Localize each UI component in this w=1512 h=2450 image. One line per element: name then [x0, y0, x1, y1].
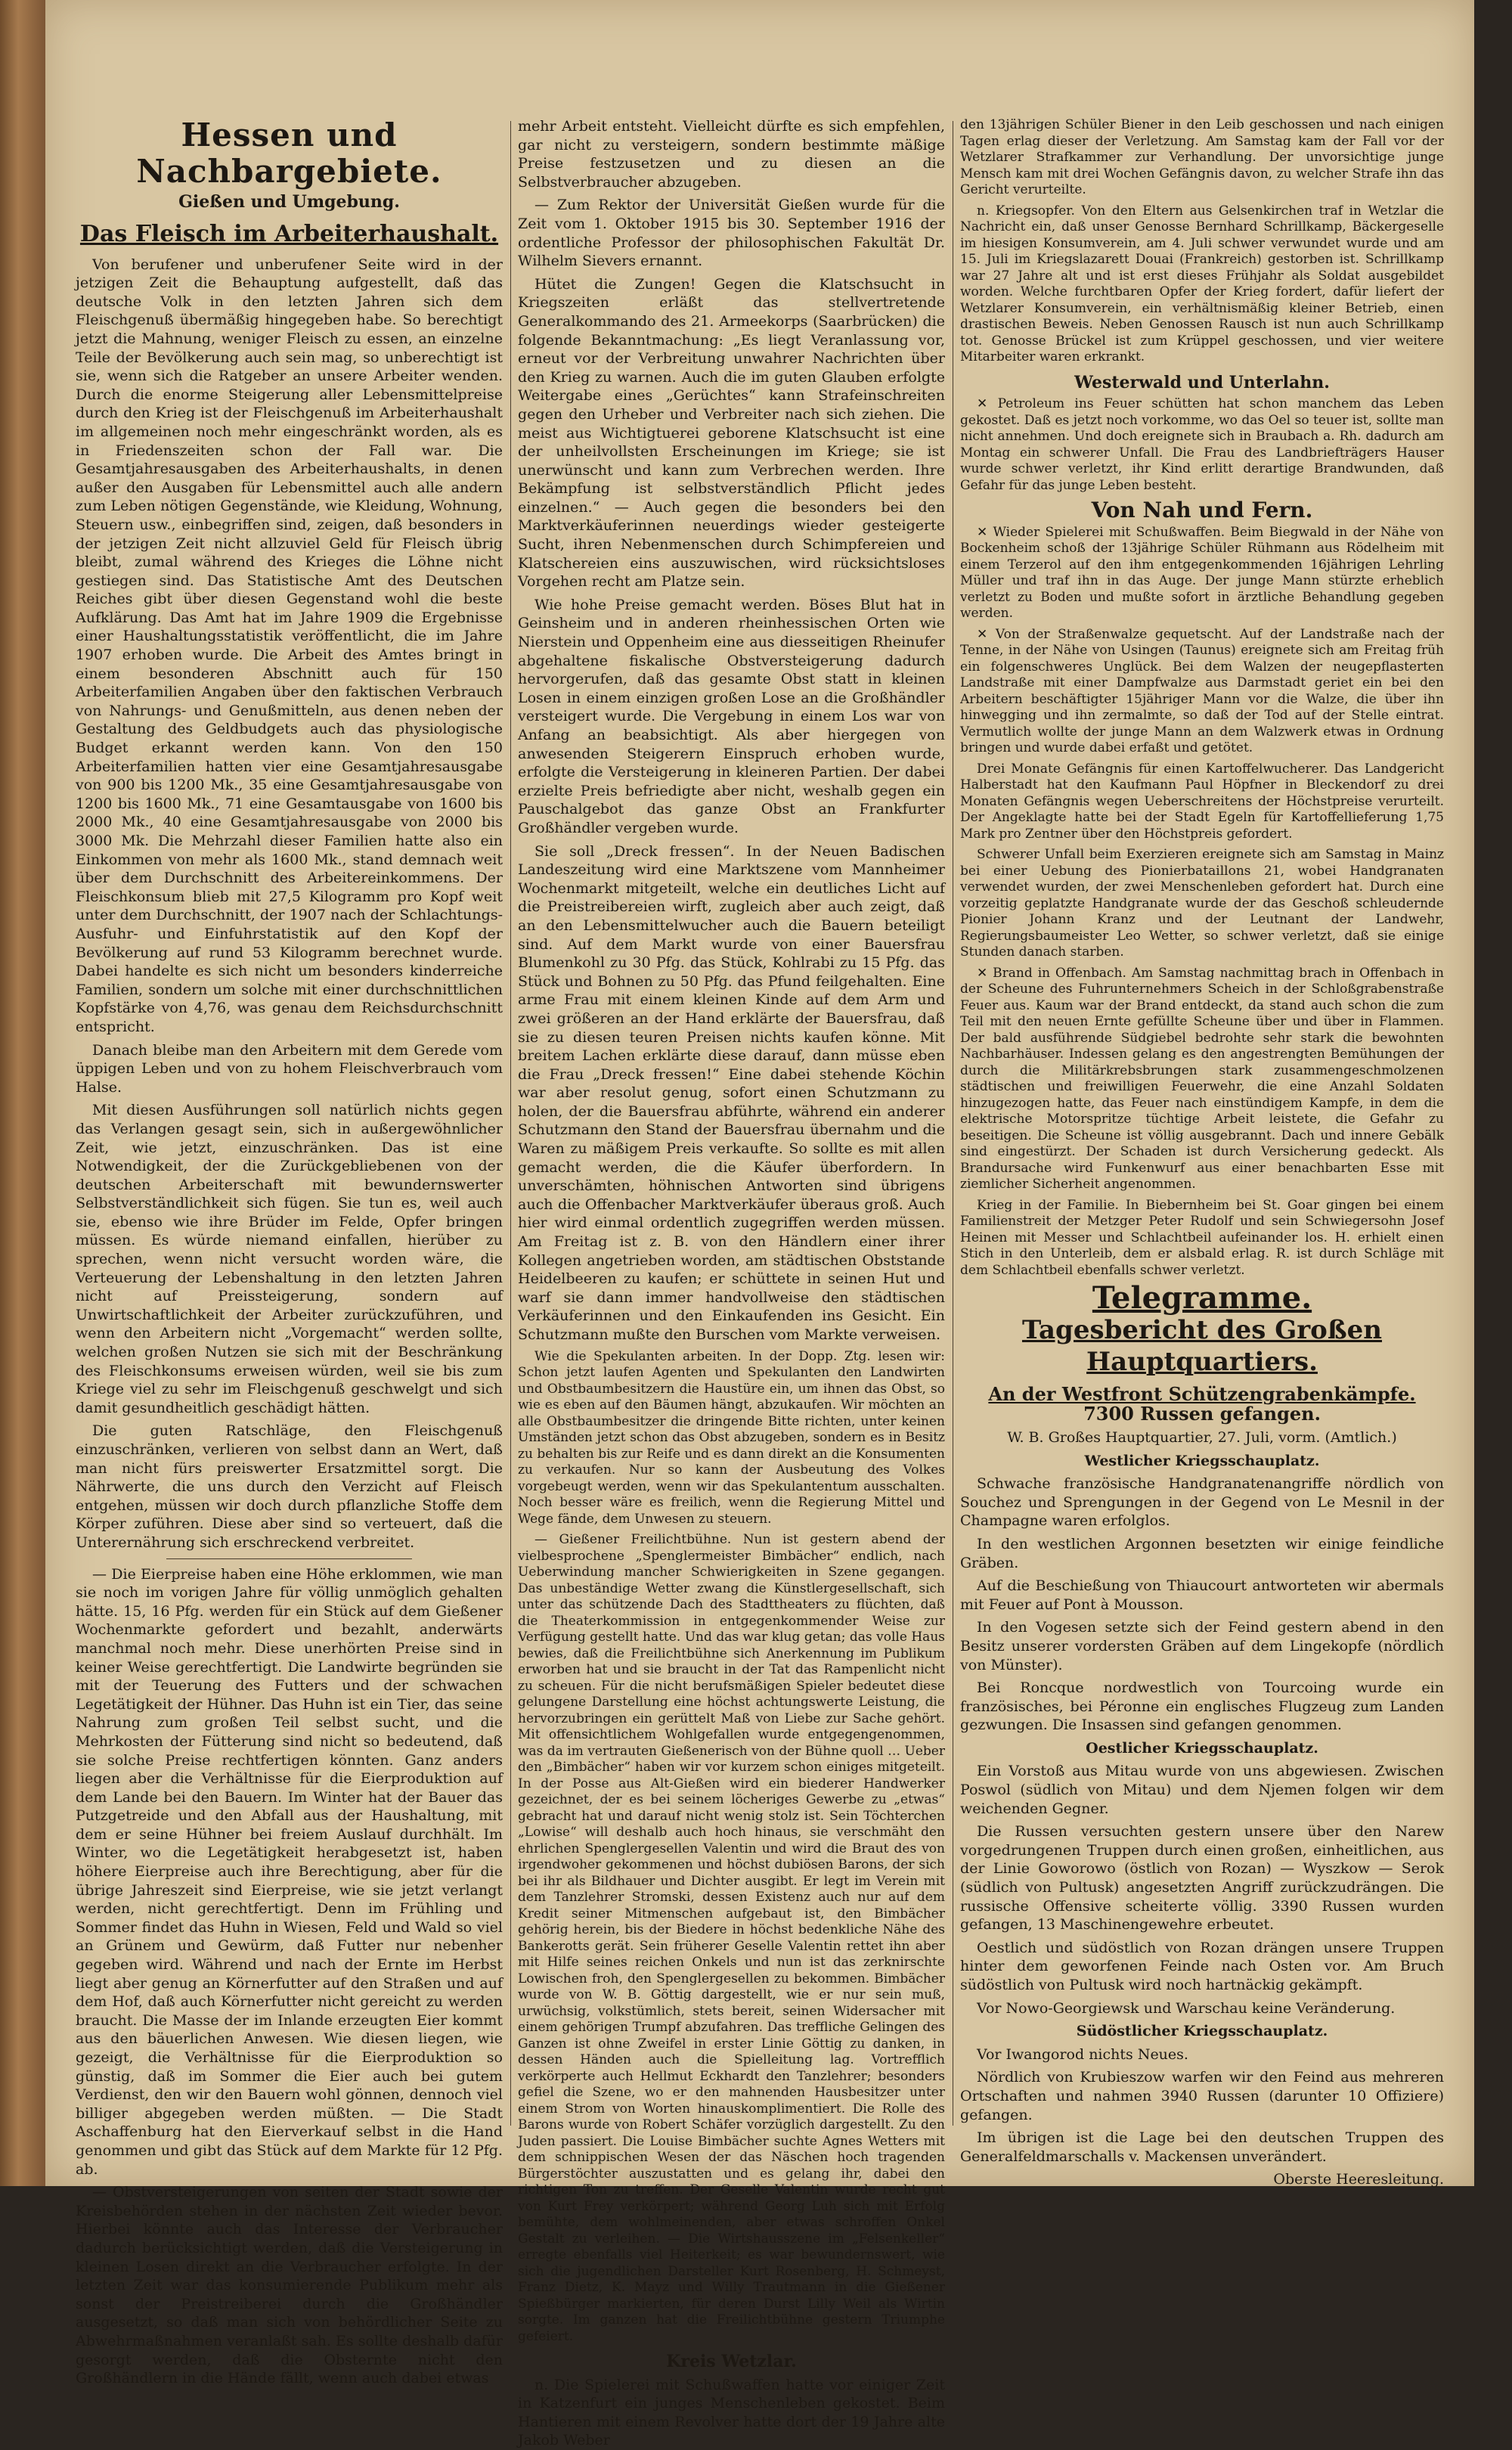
- news-paragraph: Wie die Spekulanten arbeiten. In der Dopp. Ztg. lesen wir: Schon jetzt laufen Agenten und Spekulanten den Landwirten und Obstbaumbesitzern die Haustüre ein, um ihnen das Obst, so wie es eben auf den Bäumen hängt, abzukaufen. Wir möchten an alle Obstbaumbesitzer die dringende Bitte richten, unter keinen Umständen jetzt schon das Obst abzugeben, sondern es in Besitz zu behalten bis zur Reife und es dann direkt an die Konsumenten zu verkaufen. Nur so kann der Ausbeutung des Volkes vorgebeugt werden, wenn wir das Spekulantentum ausschalten. Noch besser wäre es freilich, wenn die Regierung Mittel und Wege fände, dem Unwesen zu steuern.: [518, 1348, 945, 1527]
- column-rule: [510, 121, 511, 2126]
- telegram-title: Telegramme.: [1092, 1280, 1312, 1316]
- report-paragraph: Im übrigen ist die Lage bei den deutschen Truppen des Generalfeldmarschalls v. Mackensen unverändert.: [960, 2129, 1444, 2165]
- article-paragraph: Mit diesen Ausführungen soll natürlich nichts gegen das Verlangen gesagt sein, sich in außergewöhnlicher Zeit, wie jetzt, einzuschränken. Das ist eine Notwendigkeit, der die Zurückgebliebenen von der deutschen Arbeiterschaft mit bewundernswerter Selbstverständlichkeit sich fügen. Sie tun es, weil auch sie, ebenso wie ihre Brüder im Felde, Opfer bringen müssen. Es würde niemand einfallen, hierüber zu sprechen, wenn nicht versucht worden wäre, die Verteuerung der Lebenshaltung in den letzten Jahren nicht auf Preissteigerung, sondern auf Unwirtschaftlichkeit der Arbeiter zurückzuführen, und wenn den Arbeitern nicht „Vorgemacht“ werden sollte, welchen großen Nutzen sie sich mit der Beschränkung des Fleischkonsums erweisen würden, weil sie bis zum Kriege viel zu sehr im Fleischgenuß geschwelgt und sich damit gesundheitlich geschädigt hätten.: [76, 1102, 503, 1416]
- news-paragraph: Schwerer Unfall beim Exerzieren ereignete sich am Samstag in Mainz bei einer Uebung des Pionierbataillons 21, wobei Handgranaten verwendet wurden, der zwei Menschenleben gefordert hat. Durch eine vorzeitig geplatzte Handgranate wurde der das Geschoß schleudernde Pionier Johann Kranz und der Leutnant der Landwehr, Regierungsbaumeister Leo Wetter, so schwer verletzt, daß sie einige Stunden danach starben.: [960, 847, 1444, 960]
- article-paragraph: Von berufener und unberufener Seite wird in der jetzigen Zeit die Behauptung aufgestellt, daß das deutsche Volk in den letzten Jahren sich dem Fleischgenuß übermäßig hingegeben habe. So berechtigt jetzt die Mahnung, weniger Fleisch zu essen, an einzelne Teile der Bevölkerung auch sein mag, so unberechtigt ist sie, wenn sich die Ratgeber an unsere Arbeiter wenden. Durch die enorme Steigerung aller Lebensmittelpreise durch den Krieg ist der Fleischgenuß im Arbeiterhaushalt im allgemeinen noch mehr eingeschränkt worden, als es in Friedenszeiten schon der Fall war. Die Gesamtjahresausgaben des Arbeiterhaushalts, in denen außer den Ausgaben für Lebensmittel auch alle andern zum Leben nötigen Gegenstände, wie Kleidung, Wohnung, Steuern usw., einbegriffen sind, zeigen, daß besonders in der jetzigen Zeit nicht allzuviel Geld für Fleisch übrig bleibt, zumal während des Krieges die Löhne nicht gestiegen sind. Das Statistische Amt des Deutschen Reiches gibt über diesen Gegenstand wohl die beste Aufklärung. Das Amt hat im Jahre 1909 die Ergebnisse einer Haushaltungsstatistik veröffentlicht, die im Jahre 1907 erhoben wurde. Die Arbeit des Amtes bringt in einem besonderen Abschnitt auch für 150 Arbeiterfamilien Angaben über den faktischen Verbrauch von Nahrungs- und Genußmitteln, aus denen neben der Gestaltung des Geldbudgets auch das physiologische Budget erkannt werden kann. Von den 150 Arbeiterfamilien hatten vier eine Gesamtjahresausgabe von 900 bis 1200 Mk., 35 eine Gesamtjahresausgabe von 1200 bis 1600 Mk., 71 eine Gesamtausgabe von 1600 bis 2000 Mk., 40 eine Gesamtjahresausgabe von 2000 bis 3000 Mk. Die Mehrzahl dieser Familien hatte also ein Einkommen von mehr als 1600 Mk., stand demnach weit über dem Durchschnitt des Arbeitereinkommens. Der Fleischkonsum blieb mit 27,5 Kilogramm pro Kopf weit unter dem Durchschnitt, der 1907 nach der Schlachtungs-Ausfuhr- und Einfuhrstatistik auf den Kopf der Bevölkerung auf rund 53 Kilogramm berechnet wurde. Dabei handelte es sich nicht um besonders kinderreiche Familien, sondern um solche mit einer durchschnittlichen Kopfstärke von 4,76, was genau dem Reichsdurchschnitt entspricht.: [76, 256, 503, 1035]
- report-paragraph: Auf die Beschießung von Thiaucourt antworteten wir abermals mit Feuer auf Pont à Mousson.: [960, 1577, 1444, 1613]
- southeast-heading: Südöstlicher Kriegsschauplatz.: [1076, 2023, 1328, 2040]
- russen-headline: 7300 Russen gefangen.: [1083, 1403, 1321, 1425]
- news-paragraph: ✕ Brand in Offenbach. Am Samstag nachmittag brach in Offenbach in der Scheune des Fuhrunternehmers Scheich in der Schloßgrabenstraße Feuer aus. Kaum war der Brand entdeckt, da stand auch schon die zum Teil mit den neuen Ernte gefüllte Scheune über und über in Flammen. Der bald ausführende Südgiebel bedrohte sehr stark die bewohnten Nachbarhäuser. Indessen gelang es den angestrengten Bemühungen der durch die Militärkrebsbrungen stark zusammengeschmolzenen städtischen und freiwilligen Feuerwehr, die eine Anzahl Soldaten hinzugezogen hatte, das Feuer nach einstündigem Kampfe, in dem die elektrische Motorspritze tüchtige Arbeit leistete, die Gefahr zu beseitigen. Die Scheune ist völlig ausgebrannt. Dach und innere Gebälk sind eingestürzt. Der Schaden ist durch Versicherung gedeckt. Als Brandursache wird Funkenwurf aus einer benachbarten Esse mit ziemlicher Sicherheit angenommen.: [960, 965, 1444, 1192]
- tagesbericht-title: Tagesbericht des Großen Hauptquartiers.: [1021, 1314, 1383, 1377]
- column-3: [960, 117, 1444, 2188]
- east-heading: Oestlicher Kriegsschauplatz.: [1086, 1739, 1318, 1757]
- article-paragraph: Danach bleibe man den Arbeitern mit dem Gerede vom üppigen Leben und von zu hohem Fleischverbrauch vom Halse.: [76, 1041, 503, 1096]
- news-paragraph: ✕ Petroleum ins Feuer schütten hat schon manchem das Leben gekostet. Daß es jetzt noch vorkomme, wo das Oel so teuer ist, sollte man nicht annehmen. Und doch ereignete sich in Braubach a. Rh. dadurch am Montag ein schwerer Unfall. Die Frau des Landbriefträgers Hauser wurde schwer verletzt, ihr Kind erlitt derartige Brandwunden, daß Gefahr für das junge Leben besteht.: [960, 396, 1444, 493]
- report-paragraph: In den westlichen Argonnen besetzten wir einige feindliche Gräben.: [960, 1535, 1444, 1571]
- news-paragraph: n. Die Spielerei mit Schußwaffen hatte vor einiger Zeit in Katzenfurt ein junges Menschenleben gekostet. Beim Hantieren mit einem Revolver hatte dort der 19 Jahre alte Jakob Weber: [518, 2376, 945, 2449]
- news-paragraph: — Die Eierpreise haben eine Höhe erklommen, wie man sie noch im vorigen Jahre für völlig unmöglich gehalten hätte. 15, 16 Pfg. werden für ein Stück auf dem Gießener Wochenmarkte gefordert und bezahlt, anderwärts manchmal noch mehr. Diese unerhörten Preise sind in keiner Weise gerechtfertigt. Die Landwirte begründen sie mit der Teuerung des Futters und der schwachen Legetätigkeit der Hühner. Das Huhn ist ein Tier, das seine Nahrung zum großen Teil selbst sucht, und die Mehrkosten der Fütterung sind nicht so bedeutend, daß sie solche Preise rechtfertigen könnten. Ganz anders liegen aber die Verhältnisse für die Eierproduktion auf dem Lande bei den Bauern. Im Winter hat der Bauer das Putzgetreide und den Abfall aus der Haushaltung, mit dem er seine Hühner bei freiem Auslauf durchhält. Im Winter, wo die Legetätigkeit herabgesetzt ist, haben höhere Eierpreise auch ihre Berechtigung, aber für die übrige Jahreszeit sind Eierpreise, wie sie jetzt verlangt werden, nicht gerechtfertigt. Denn im Frühling und Sommer findet das Huhn in Wiesen, Feld und Wald so viel an Grünem und Gewürm, daß Futter nur nebenher gegeben wird. Während und nach der Ernte im Herbst liegt aber genug an Körnerfutter auf den Straßen und auf dem Hof, daß auch Körnerfutter nicht gereicht zu werden braucht. Die Masse der im Inlande erzeugten Eier kommt aus den bäuerlichen Anwesen. Wie diesen liegen, wie gezeigt, die Verhältnisse für die Eierproduktion so günstig, daß im Sommer die Eier auch bei gutem Verdienst, den wir den Bauern wohl gönnen, dennoch viel billiger abgegeben werden müßten. — Die Stadt Aschaffenburg hat den Eierverkauf selbst in die Hand genommen und gibt das Stück auf dem Markte für 12 Pfg. ab.: [76, 1565, 503, 2178]
- article-title: Das Fleisch im Arbeiterhaushalt.: [79, 220, 499, 247]
- news-paragraph: Hütet die Zungen! Gegen die Klatschsucht in Kriegszeiten erläßt das stellvertretende Generalkommando des 21. Armeekorps (Saarbrücken) die folgende Bekanntmachung: „Es liegt Veranlassung vor, erneut vor der Verbreitung unwahrer Nachrichten über den Krieg zu warnen. Auch die im guten Glauben erfolgte Weitergabe eines „Gerüchtes“ kann Strafeinschreiten gegen den Urheber und Verbreiter nach sich ziehen. Die meist aus Wichtigtuerei geborene Klatschsucht ist eine der unheilvollsten Erscheinungen im Kriege; sie ist unerwünscht und kann zum Verbrechen werden. Ihre Bekämpfung ist selbstverständlich Pflicht jedes einzelnen.“ — Auch gegen die besonders bei den Marktverkäuferinnen neuerdings wieder gesteigerte Sucht, ihren Nebenmenschen durch Schimpfereien und Klatschereien eins auszuwischen, wird rücksichtsloses Vorgehen recht am Platze sein.: [518, 275, 945, 591]
- section-title: Hessen und Nachbargebiete.: [136, 116, 442, 190]
- kreis-heading: Kreis Wetzlar.: [666, 2352, 797, 2372]
- news-paragraph: mehr Arbeit entsteht. Vielleicht dürfte es sich empfehlen, gar nicht zu versteigern, sondern bestimmte mäßige Preise festzusetzen und zu diesen an die Selbstverbraucher abzugeben.: [518, 118, 945, 191]
- news-paragraph: n. Kriegsopfer. Von den Eltern aus Gelsenkirchen traf in Wetzlar die Nachricht ein, daß unser Genosse Bernhard Schrillkamp, Bäckergeselle im hiesigen Konsumverein, am 4. Juli schwer verwundet wurde und am 15. Juli im Kriegslazarett Douai (Frankreich) gestorben ist. Schrillkamp war 27 Jahre alt und ist erst dieses Frühjahr als Soldat ausgebildet worden. Welche furchtbaren Opfer der Krieg fordert, dafür liefert der Wetzlarer Konsumverein, ein verhältnismäßig kleiner Betrieb, einen drastischen Beweis. Neben Genossen Rausch ist nun auch Schrillkamp tot. Genosse Brückel ist zum Krüppel geschossen, und vier weitere Mitarbeiter waren erkrankt.: [960, 203, 1444, 364]
- report-paragraph: Die Russen versuchten gestern unsere über den Narew vorgedrungenen Truppen durch einen großen, einheitlichen, aus der Linie Goworowo (östlich von Rozan) — Wyszkow — Serok (südlich von Pultusk) angesetzten Angriff zurückzudrängen. Die russische Offensive scheiterte völlig. 3390 Russen wurden gefangen, 13 Maschinengewehre erbeutet.: [960, 1823, 1444, 1934]
- news-paragraph: Krieg in der Familie. In Biebernheim bei St. Goar gingen bei einem Familienstreit der Metzger Peter Rudolf und sein Schwiegersohn Josef Heinen mit Messer und Schlachtbeil aufeinander los. H. erhielt einen Stich in den Unterleib, dem er alsbald erlag. R. ist durch Schläge mit dem Schlachtbeil ebenfalls schwer verletzt.: [960, 1197, 1444, 1278]
- column-1: [76, 116, 503, 2387]
- report-paragraph: Vor Iwangorod nichts Neues.: [977, 2045, 1188, 2063]
- westerwald-heading: Westerwald und Unterlahn.: [1074, 372, 1330, 392]
- news-paragraph: den 13jährigen Schüler Biener in den Leib geschossen und nach einigen Tagen erlag dieser der Verletzung. Am Samstag kam der Fall vor der Wetzlarer Strafkammer zur Verhandlung. Der unvorsichtige junge Mensch kam mit drei Wochen Gefängnis davon, zu welcher Strafe ihn das Gericht verurteilte.: [960, 117, 1444, 197]
- newspaper-sheet: [45, 0, 1474, 2449]
- news-paragraph: Sie soll „Dreck fressen“. In der Neuen Badischen Landeszeitung wird eine Marktszene vom Mannheimer Wochenmarkt mitgeteilt, welche ein deutliches Licht auf die Preistreibereien wirft, zugleich aber auch zeigt, daß an den Lebensmittelwucher auch die Bauern beteiligt sind. Auf dem Markt wurde von einer Bauersfrau Blumenkohl zu 30 Pfg. das Stück, Kohlrabi zu 15 Pfg. das Stück und Bohnen zu 50 Pfg. das Pfund feilgehalten. Eine arme Frau mit einem kleinen Kinde auf dem Arm und zwei größeren an der Hand erklärte der Bauersfrau, daß sie zu diesen teuren Preisen nichts kaufen könne. Mit breitem Lachen erklärte diese darauf, dann müsse eben die Frau „Dreck fressen!“ Eine dabei stehende Köchin war aber resolut genug, sofort einen Schutzmann zu holen, der die Bauersfrau abführte, während ein anderer Schutzmann den Stand der Bauersfrau übernahm und die Waren zu mäßigem Preis verkaufte. So sollte es mit allen gemacht werden, die die Käufer überfordern. In unverschämten, höhnischen Antworten sind übrigens auch die Offenbacher Marktverkäufer überaus groß. Auch hier wird einmal ordentlich zugegriffen werden müssen. Am Freitag ist z. B. von den Händlern einer ihrer Kollegen angetrieben worden, am städtischen Obststande Heidelbeeren zu kaufen; er schüttete in seinen Hut und warf sie dann immer handvollweise den städtischen Verkäuferinnen und den Einkaufenden ins Gesicht. Ein Schutzmann mußte den Burschen vom Markte verweisen.: [518, 842, 945, 1343]
- column-2: [518, 117, 945, 2449]
- news-paragraph: Wie hohe Preise gemacht werden. Böses Blut hat in Geinsheim und in anderen rheinhessischen Orten wie Nierstein und Oppenheim eine aus diesseitigen Rheinufer abgehaltene fiskalische Obstversteigerung dadurch hervorgerufen, daß das gesamte Obst statt in kleinen Losen in einem einzigen großen Lose an die Großhändler versteigert wurde. Die Vergebung in einem Los war von Anfang an beabsichtigt. Als aber hiergegen von anwesenden Steigerern Einspruch erhoben wurde, erfolgte die Versteigerung in kleineren Partien. Der dabei erzielte Preis befriedigte aber nicht, weshalb gegen ein Pauschalgebot das ganze Obst an Frankfurter Großhändler vergeben wurde.: [518, 596, 945, 836]
- news-paragraph: ✕ Von der Straßenwalze gequetscht. Auf der Landstraße nach der Tenne, in der Nähe von Usingen (Taunus) ereignete sich am Freitag früh ein folgenschweres Unglück. Bei dem Walzen der neugepflasterten Landstraße mit einer Dampfwalze aus Darmstadt geriet ein bei den Arbeitern beschäftigter 15jähriger Mann vor die Walze, die über ihn hinwegging und ihn zermalmte, so daß der Tod auf der Stelle eintrat. Vermutlich wollte der junge Mann an dem Walzwerk etwas in Ordnung bringen und wurde dabei erfaßt und getötet.: [960, 626, 1444, 756]
- front-headline: An der Westfront Schützengrabenkämpfe.: [988, 1382, 1416, 1405]
- section-subtitle: Gießen und Umgebung.: [178, 192, 400, 212]
- news-paragraph: — Gießener Freilichtbühne. Nun ist gestern abend der vielbesprochene „Spenglermeister Bimbächer“ endlich, nach Ueberwindung mancher Schwierigkeiten in Szene gegangen. Das unbeständige Wetter zwang die Künstlergesellschaft, sich unter das schützende Dach des Stadttheaters zu flüchten, daß die Theaterkommission in entgegenkommender Weise zur Verfügung gestellt hatte. Und das war klug getan; das volle Haus bewies, daß die Freilichtbühne sich Anerkennung im Publikum erworben hat und sie braucht in der Tat das Rampenlicht nicht zu scheuen. Für die nicht berufsmäßigen Spieler bedeutet diese gelungene Darstellung eine höchst achtungswerte Leistung, die hervorzubringen ein gerüttelt Maß von Liebe zur Sache gehört. Mit offensichtlichem Wohlgefallen wurde entgegengenommen, was da im vertrauten Gießenerisch von der Bühne quoll … Ueber den „Bimbächer“ haben wir vor kurzem schon einiges mitgeteilt. In der Posse aus Alt-Gießen wird ein biederer Handwerker gezeichnet, der es bei seinem löcheriges Gewerbe zu „etwas“ gebracht hat und darauf nicht wenig stolz ist. Sein Töchterchen „Lowise“ will deshalb auch hoch hinaus, sie verschmäht den ehrlichen Spenglergesellen Valentin und wird die Braut des von irgendwoher gekommenen und höchst dubiösen Barons, der sich bei ihr als Bildhauer und Dichter ausgibt. Er legt im Verein mit dem Tanzlehrer Stromski, dessen Existenz auch nur auf dem Kredit seiner Mitmenschen aufgebaut ist, den Bimbächer gehörig herein, bis der Biedere in höchst bedenkliche Nähe des Bankerotts gerät. Sein früherer Geselle Valentin rettet ihn aber mit Hilfe seines reichen Onkels und nun ist das zerknirschte Lowischen froh, den Spenglergesellen zu bekommen. Bimbächer wurde von W. B. Göttig dargestellt, wie er nur sein muß, urwüchsig, volkstümlich, stets bereit, seinen Widersacher mit einem gehörigen Trumpf abzufahren. Das treffliche Gelingen des Ganzen ist ohne Zweifel in erster Linie Göttig zu danken, in dessen Händen auch die Spielleitung lag. Vortrefflich verkörperte auch Hellmut Eckhardt den Tanzlehrer; besonders gefiel die Szene, wo er den mahnenden Hausbesitzer unter einem Strom von Worten hinauskomplimentiert. Die Rolle des Barons wurde von Robert Schäfer vorzüglich dargestellt. Zu den Juden passiert. Die Louise Bimbächer suchte Agnes Wetters mit dem schnippischen Wesen der das Näschen hoch tragenden Bürgerstöchter auszustatten und es gelang ihr, dabei den richtigen Ton zu treffen. Der Geselle Valentin wurde recht gut von Kurt Frey verkörpert; während Georg Luh sich mit Erfolg bemühte, dem wohlmeinenden, aber etwas schroffen Onkel Gestalt zu verleihen. — Die Wirtshausszene im „Felsenkeller“ erregte ebenfalls viel Heiterkeit; es war bewundernswert, wie sich die jugendlichen Darsteller Kurt Rosenberg, H. Schmeyst, Franz Dietz, K. Mayz und Willy Trautmann in die Gießener Spießbürger markierten, für deren Durst Lilly Weil als Wirtin sorgte. Im ganzen hat die Freilichtbühne gestern Triumphe gefeiert.: [518, 1532, 945, 2344]
- report-paragraph: Vor Nowo-Georgiewsk und Warschau keine Veränderung.: [977, 1999, 1396, 2017]
- news-paragraph: — Obstversteigerungen von seiten der Stadt sowie der Kreisbehörden stehen in der nächsten Zeit wieder bevor. Hierbei könnte auch das Interesse der Verbraucher dadurch berücksichtigt werden, daß die Versteigerung in kleinen Losen direkt an die Verbraucher erfolgte. In der letzten Zeit war das konsumierende Publikum mehr als sonst der Preistreiberei durch die Großhändler ausgesetzt, so daß man sich von behördlicher Seite zu Abwehrmaßnahmen veranlaßt sah. Es sollte deshalb dafür gesorgt werden, daß die Obsternte nicht den Großhändlern in die Hände fällt, wenn auch dabei etwas: [76, 2184, 503, 2387]
- article-paragraph: Die guten Ratschläge, den Fleischgenuß einzuschränken, verlieren von selbst dann an Wert, daß man nicht fürs preiswerter Ersatzmittel sorgt. Die Nährwerte, die uns durch den Verzicht auf Fleisch entgehen, müssen wir doch durch pflanzliche Stoffe dem Körper zuführen. Diese aber sind so verteuert, daß die Unterernährung sich erschreckend verbreitet.: [76, 1422, 503, 1551]
- report-paragraph: Schwache französische Handgranatenangriffe nördlich von Souchez und Sprengungen in der Gegend von Le Mesnil in der Champagne waren erfolglos.: [960, 1475, 1444, 1530]
- report-paragraph: Nördlich von Krubieszow warfen wir den Feind aus mehreren Ortschaften und nahmen 3940 Russen (darunter 10 Offiziere) gefangen.: [960, 2069, 1444, 2123]
- news-paragraph: — Zum Rektor der Universität Gießen wurde für die Zeit vom 1. Oktober 1915 bis 30. September 1916 der ordentliche Professor der philosophischen Fakultät Dr. Wilhelm Sievers ernannt.: [518, 197, 945, 270]
- divider: [166, 1558, 412, 1559]
- news-paragraph: ✕ Wieder Spielerei mit Schußwaffen. Beim Biegwald in der Nähe von Bockenheim schoß der 13jährige Schüler Rühmann aus Rödelheim mit einem Terzerol auf den ihm entgegenkommenden 16jährigen Lehrling Müller und traf ihn in das Auge. Der junge Mann stürzte erheblich verletzt zu Boden und mußte sofort in ärztliche Behandlung gegeben werden.: [960, 524, 1444, 622]
- nah-fern-heading: Von Nah und Fern.: [1091, 498, 1313, 523]
- report-paragraph: Bei Roncque nordwestlich von Tourcoing wurde ein französisches, bei Péronne ein englisches Flugzeug zum Landen gezwungen. Die Insassen sind gefangen genommen.: [960, 1679, 1444, 1734]
- report-paragraph: Ein Vorstoß aus Mitau wurde von uns abgewiesen. Zwischen Poswol (südlich von Mitau) und dem Njemen folgen wir dem weichenden Gegner.: [960, 1763, 1444, 1817]
- report-paragraph: Oestlich und südöstlich von Rozan drängen unsere Truppen hinter dem geworfenen Feinde nach Osten vor. Am Bruch südöstlich von Pultusk wird noch hartnäckig gekämpft.: [960, 1939, 1444, 1993]
- report-paragraph: In den Vogesen setzte sich der Feind gestern abend in den Besitz unserer vordersten Gräben auf dem Lingekopfe (nördlich von Münster).: [960, 1619, 1444, 1673]
- signature: Oberste Heeresleitung.: [1273, 2171, 1444, 2188]
- dateline: W. B. Großes Hauptquartier, 27. Juli, vorm. (Amtlich.): [1007, 1428, 1397, 1446]
- book-binding: [0, 0, 45, 2186]
- west-heading: Westlicher Kriegsschauplatz.: [1084, 1452, 1320, 1469]
- news-paragraph: Drei Monate Gefängnis für einen Kartoffelwucherer. Das Landgericht Halberstadt hat den Kaufmann Paul Höpfner in Bleckendorf zu drei Monaten Gefängnis wegen Ueberschreitens der Höchstpreise verurteilt. Der Angeklagte hatte bei der Stadt Egeln für Kartoffellieferung 1,75 Mark pro Zentner über den Höchstpreis gefordert.: [960, 761, 1444, 842]
